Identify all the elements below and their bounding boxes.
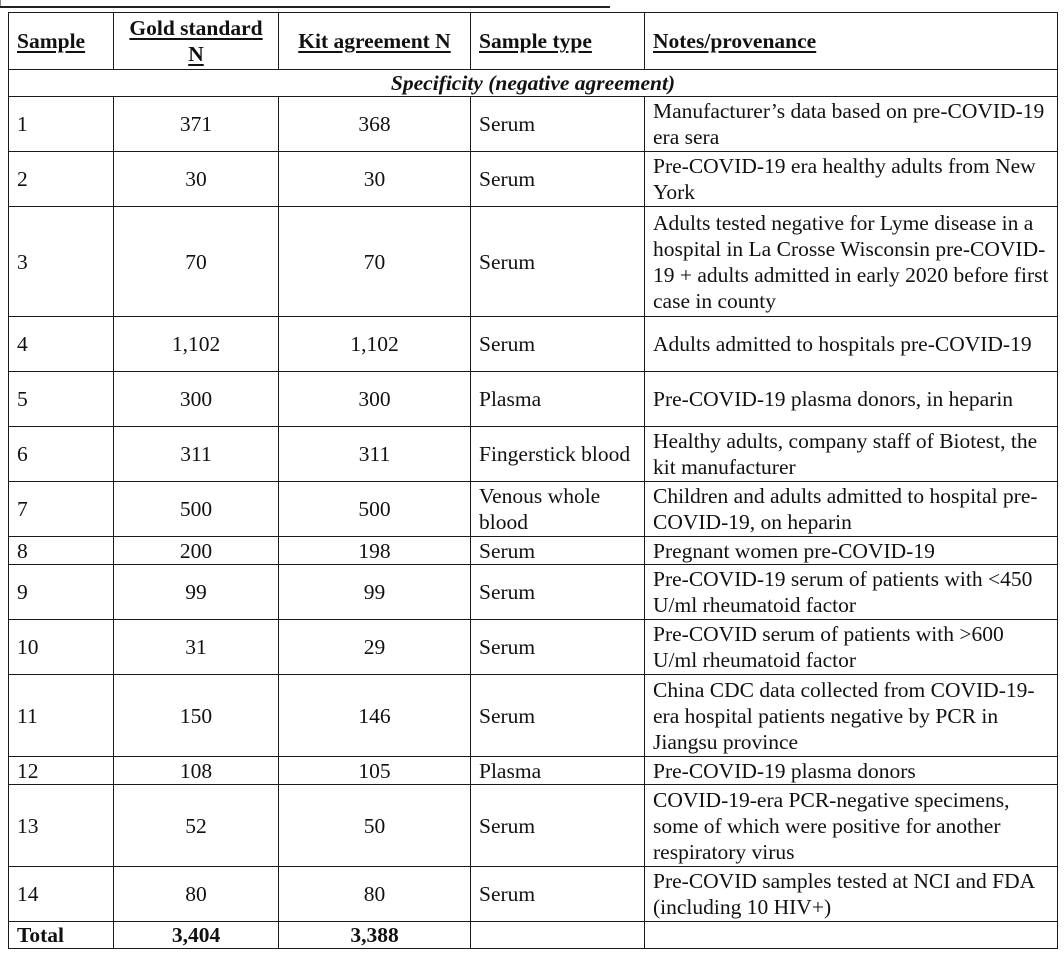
- top-rule: [0, 6, 610, 8]
- cell-notes: Pre-COVID serum of patients with >600 U/ml rheumatoid factor: [645, 620, 1058, 675]
- table-row: [9, 675, 1058, 757]
- table-row: [9, 867, 1058, 922]
- cell-notes: China CDC data collected from COVID-19-era hospital patients negative by PCR in Jiangsu province: [645, 675, 1058, 757]
- cell-sample: 13: [9, 785, 114, 867]
- cell-sample: 6: [9, 427, 114, 482]
- cell-sample-type: Plasma: [471, 372, 645, 427]
- cell-notes: Pre-COVID-19 plasma donors: [645, 757, 1058, 785]
- total-row: [9, 922, 1058, 949]
- cell-sample: 10: [9, 620, 114, 675]
- cell-kit-agreement: 30: [279, 152, 471, 207]
- cell-sample-type: Plasma: [471, 757, 645, 785]
- cell-sample: 12: [9, 757, 114, 785]
- cell-sample-type: Serum: [471, 207, 645, 317]
- table-row: [9, 372, 1058, 427]
- cell-kit-agreement: 99: [279, 565, 471, 620]
- cell-kit-agreement: 70: [279, 207, 471, 317]
- cell-kit-agreement: 1,102: [279, 317, 471, 372]
- cell-sample-type: Serum: [471, 537, 645, 565]
- cell-notes: Pre-COVID-19 plasma donors, in heparin: [645, 372, 1058, 427]
- total-notes: [645, 922, 1058, 949]
- table-row: [9, 757, 1058, 785]
- table-row: [9, 620, 1058, 675]
- cell-kit-agreement: 146: [279, 675, 471, 757]
- table-row: [9, 317, 1058, 372]
- header-kit-agreement: Kit agreement N: [279, 13, 471, 70]
- header-sample: Sample: [9, 13, 114, 70]
- cell-kit-agreement: 105: [279, 757, 471, 785]
- cell-kit-agreement: 198: [279, 537, 471, 565]
- header-row: [9, 13, 1058, 70]
- cell-kit-agreement: 368: [279, 97, 471, 152]
- specificity-table: [8, 12, 1058, 949]
- cell-notes: COVID-19-era PCR-negative specimens, some of which were positive for another respiratory virus: [645, 785, 1058, 867]
- header-sample-type: Sample type: [471, 13, 645, 70]
- section-title: Specificity (negative agreement): [9, 70, 1058, 97]
- cell-sample-type: Serum: [471, 565, 645, 620]
- table-row: [9, 565, 1058, 620]
- cell-gold-standard: 31: [114, 620, 279, 675]
- cell-gold-standard: 30: [114, 152, 279, 207]
- cell-notes: Children and adults admitted to hospital pre-COVID-19, on heparin: [645, 482, 1058, 537]
- cell-sample-type: Venous whole blood: [471, 482, 645, 537]
- cell-gold-standard: 311: [114, 427, 279, 482]
- cell-kit-agreement: 311: [279, 427, 471, 482]
- cell-sample: 11: [9, 675, 114, 757]
- cell-sample-type: Serum: [471, 317, 645, 372]
- cell-sample: 8: [9, 537, 114, 565]
- cell-sample: 14: [9, 867, 114, 922]
- table-row: [9, 427, 1058, 482]
- cell-gold-standard: 371: [114, 97, 279, 152]
- table-row: [9, 207, 1058, 317]
- cell-kit-agreement: 80: [279, 867, 471, 922]
- cell-sample-type: Serum: [471, 620, 645, 675]
- table-row: [9, 482, 1058, 537]
- cell-kit-agreement: 500: [279, 482, 471, 537]
- cell-gold-standard: 300: [114, 372, 279, 427]
- total-sample-type: [471, 922, 645, 949]
- cell-notes: Healthy adults, company staff of Biotest, the kit manufacturer: [645, 427, 1058, 482]
- cell-sample: 3: [9, 207, 114, 317]
- cell-gold-standard: 500: [114, 482, 279, 537]
- cell-sample-type: Serum: [471, 97, 645, 152]
- cell-sample: 1: [9, 97, 114, 152]
- cell-notes: Adults tested negative for Lyme disease in a hospital in La Crosse Wisconsin pre-COVID-19 + adults admitted in early 2020 before first case in county: [645, 207, 1058, 317]
- cell-kit-agreement: 50: [279, 785, 471, 867]
- total-gold-standard: 3,404: [114, 922, 279, 949]
- header-gold-standard: Gold standard N: [114, 13, 279, 70]
- cell-sample-type: Serum: [471, 675, 645, 757]
- cell-sample: 5: [9, 372, 114, 427]
- cell-kit-agreement: 300: [279, 372, 471, 427]
- cell-gold-standard: 52: [114, 785, 279, 867]
- total-label: Total: [9, 922, 114, 949]
- cell-gold-standard: 99: [114, 565, 279, 620]
- table-row: [9, 97, 1058, 152]
- cell-notes: Pre-COVID-19 era healthy adults from New York: [645, 152, 1058, 207]
- table-row: [9, 152, 1058, 207]
- cell-notes: Pre-COVID samples tested at NCI and FDA (including 10 HIV+): [645, 867, 1058, 922]
- cell-gold-standard: 150: [114, 675, 279, 757]
- cell-sample: 9: [9, 565, 114, 620]
- cell-sample: 4: [9, 317, 114, 372]
- cell-gold-standard: 200: [114, 537, 279, 565]
- section-row: [9, 70, 1058, 97]
- cell-notes: Pre-COVID-19 serum of patients with <450 U/ml rheumatoid factor: [645, 565, 1058, 620]
- cell-notes: Pregnant women pre-COVID-19: [645, 537, 1058, 565]
- cell-sample-type: Fingerstick blood: [471, 427, 645, 482]
- table-row: [9, 785, 1058, 867]
- cell-gold-standard: 1,102: [114, 317, 279, 372]
- cell-gold-standard: 80: [114, 867, 279, 922]
- header-notes: Notes/provenance: [645, 13, 1058, 70]
- cell-kit-agreement: 29: [279, 620, 471, 675]
- cell-gold-standard: 70: [114, 207, 279, 317]
- total-kit-agreement: 3,388: [279, 922, 471, 949]
- cell-gold-standard: 108: [114, 757, 279, 785]
- cell-notes: Adults admitted to hospitals pre-COVID-19: [645, 317, 1058, 372]
- cell-sample: 7: [9, 482, 114, 537]
- cell-sample-type: Serum: [471, 152, 645, 207]
- cell-sample-type: Serum: [471, 785, 645, 867]
- table-row: [9, 537, 1058, 565]
- cell-sample-type: Serum: [471, 867, 645, 922]
- cell-notes: Manufacturer’s data based on pre-COVID-19 era sera: [645, 97, 1058, 152]
- cell-sample: 2: [9, 152, 114, 207]
